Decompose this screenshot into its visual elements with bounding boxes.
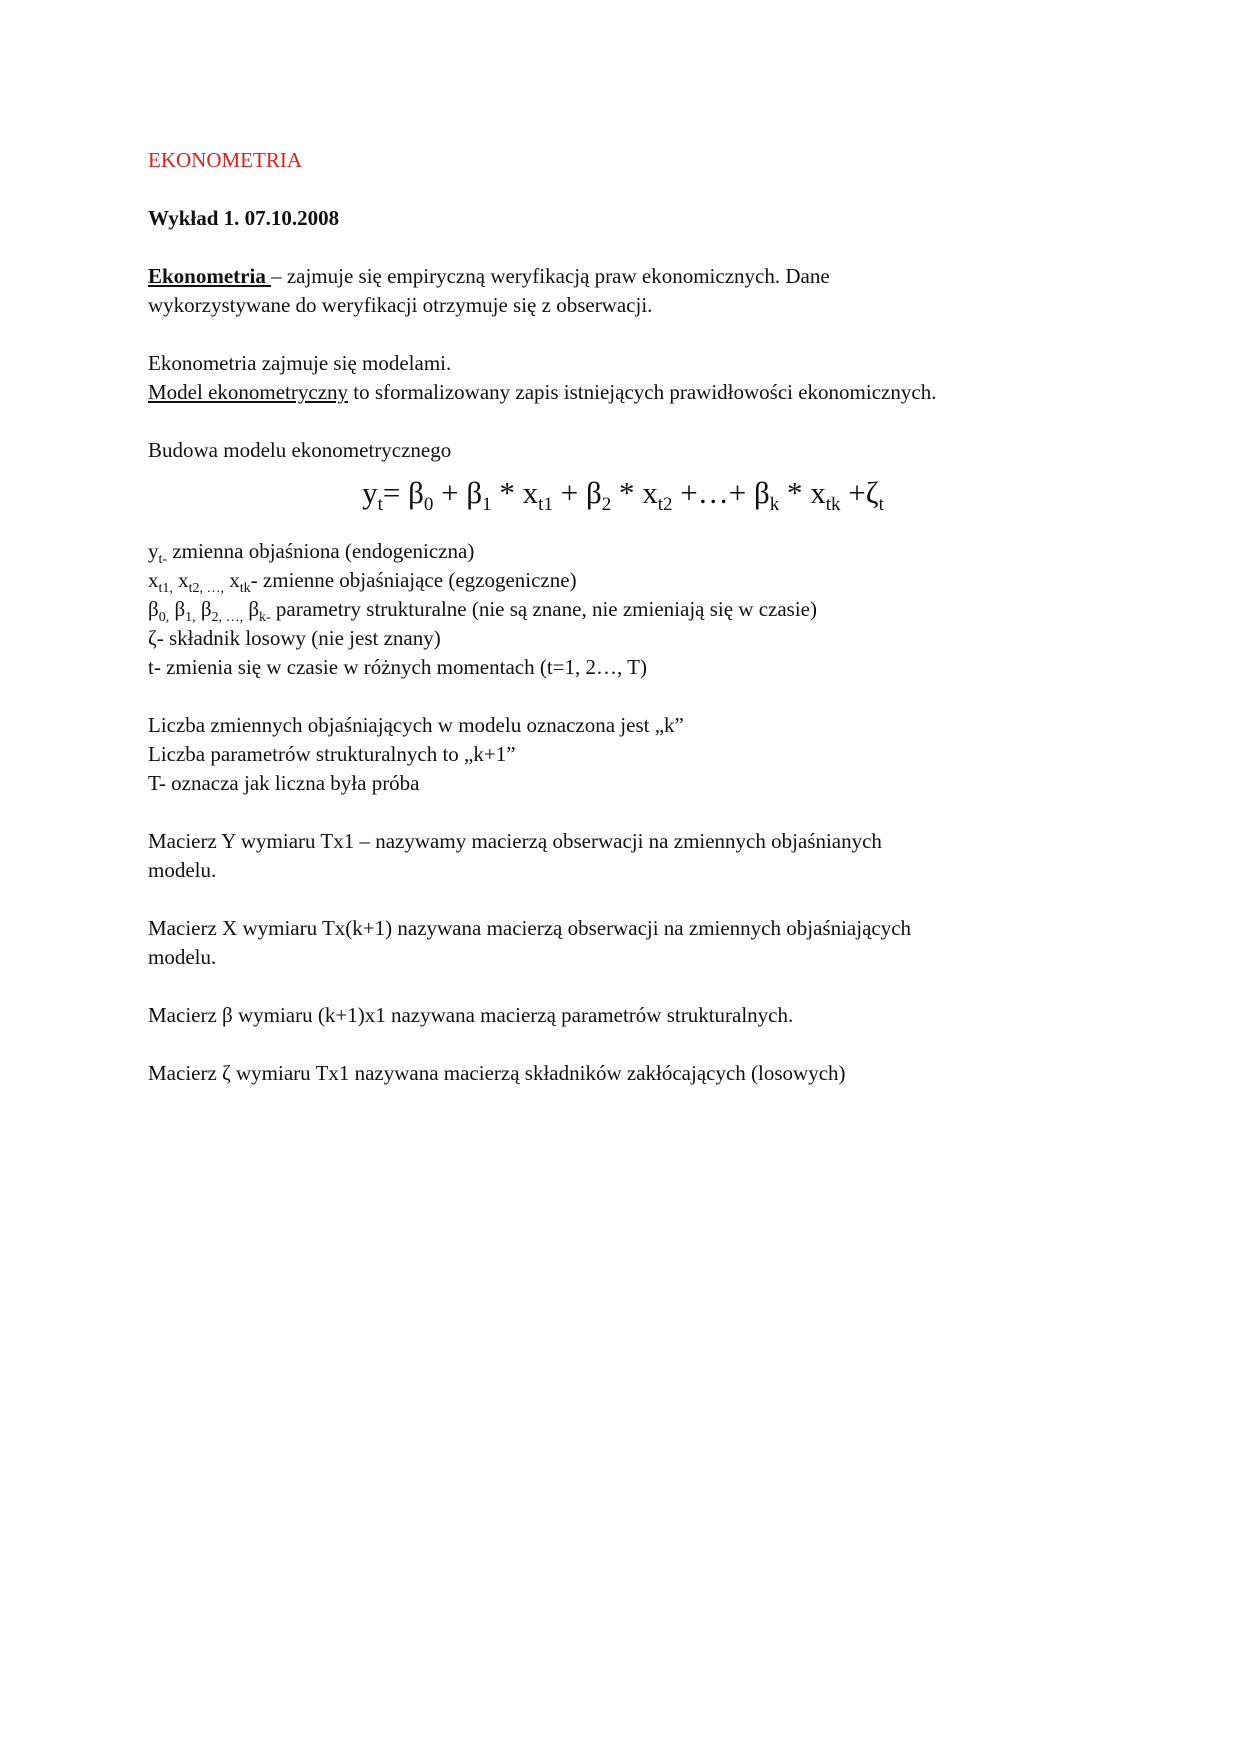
structure-label: Budowa modelu ekonometrycznego bbox=[148, 438, 452, 462]
matrix-x-paragraph: Macierz X wymiaru Tx(k+1) nazywana macierzą obserwacji na zmiennych objaśniających modelu. bbox=[148, 916, 912, 969]
matrix-beta-paragraph: Macierz β wymiaru (k+1)x1 nazywana macierzą parametrów strukturalnych. bbox=[148, 1003, 794, 1027]
models-text-1: Ekonometria zajmuje się modelami. bbox=[148, 351, 452, 375]
legend-line: ζ- składnik losowy (nie jest znany) bbox=[148, 626, 441, 650]
definition-text-2: wykorzystywane do weryfikacji otrzymuje się z obserwacji. bbox=[148, 293, 653, 317]
legend-line: t- zmienia się w czasie w różnych momentach (t=1, 2…, T) bbox=[148, 655, 647, 679]
definition-term: Ekonometria bbox=[148, 264, 272, 288]
model-formula: $y_t= \beta_0 + \beta_1 * x_{t1} + \beta_2 * x_{t2}$ +…+ $\beta_k * x_{tk} +\zeta_t$ bbox=[362, 475, 884, 516]
definition-text-1: – zajmuje się empiryczną weryfikacją praw ekonomicznych. Dane bbox=[271, 264, 830, 288]
counts-paragraph: Liczba zmiennych objaśniających w modelu oznaczona jest „k” Liczba parametrów strukturalnych to „k+1” T- oznacza jak liczna była próba bbox=[148, 713, 684, 795]
matrix-y-paragraph: Macierz Y wymiaru Tx1 – nazywamy macierzą obserwacji na zmiennych objaśnianych modelu. bbox=[148, 829, 882, 882]
document-body bbox=[148, 146, 1128, 1117]
models-text-2: to sformalizowany zapis istniejących prawidłowości ekonomicznych. bbox=[348, 380, 937, 404]
models-paragraph bbox=[148, 349, 1128, 407]
lecture-heading: Wykład 1. 07.10.2008 bbox=[148, 206, 340, 230]
matrix-zeta-paragraph: Macierz ζ wymiaru Tx1 nazywana macierzą składników zakłócających (losowych) bbox=[148, 1061, 846, 1085]
model-term: Model ekonometryczny bbox=[148, 380, 349, 404]
formula-legend bbox=[148, 537, 1128, 682]
legend-line: $y_{t-}$ zmienna objaśniona (endogeniczna) bbox=[148, 539, 475, 568]
document-title: EKONOMETRIA bbox=[148, 148, 302, 172]
legend-line: $\beta_{0,}$ $\beta_{1,}$ $\beta_{2, \dots,}$ $\beta_{k-}$ parametry strukturalne (nie są znane, nie zmieniają się w czasie) bbox=[148, 597, 817, 626]
legend-line: $x_{t1,}$ $x_{t2, \dots,}$ $x_{tk}-$ zmienne objaśniające (egzogeniczne) bbox=[148, 568, 577, 597]
definition-paragraph bbox=[148, 262, 1128, 320]
